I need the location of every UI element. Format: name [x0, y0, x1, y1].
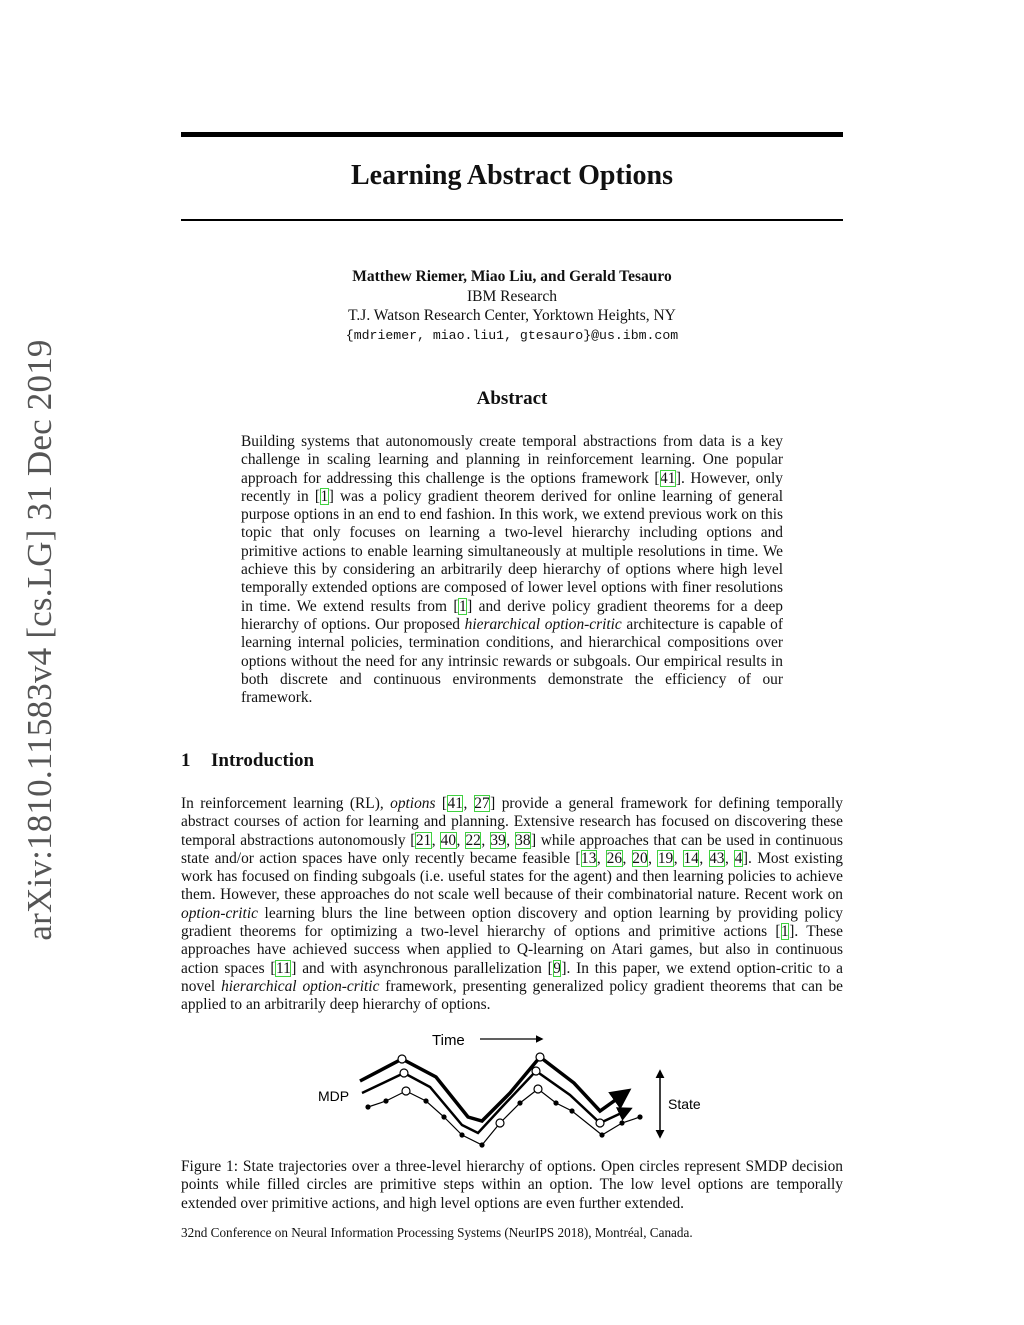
figure-label-state: State [668, 1096, 701, 1112]
intro-text: , [648, 849, 658, 867]
intro-text: , [673, 849, 683, 867]
conference-footnote: 32nd Conference on Neural Information Processing Systems (NeurIPS 2018), Montréal, Canada. [181, 1225, 693, 1240]
citation-link[interactable]: 39 [490, 831, 506, 849]
figure-label-mdp: MDP [318, 1088, 350, 1104]
abstract-text: ] and derive policy gradient theorems for a deep hierarchy of options. Our proposed [241, 597, 783, 633]
abstract-text: Building systems that autonomously create temporal abstractions from data is a key challenge in scaling learning and planning in reinforcement learning. One popular approach for addressing this challenge is the options framework [ [241, 433, 783, 487]
intro-text: , [456, 831, 465, 849]
citation-link[interactable]: 26 [606, 849, 623, 867]
arxiv-sidebar-id: arXiv:1810.11583v4 [cs.LG] 31 Dec 2019 [20, 339, 59, 941]
section-title: Introduction [211, 750, 315, 771]
citation-link[interactable]: 1 [320, 487, 329, 505]
author-emails: {mdriemer, miao.liu1, gtesauro}@us.ibm.com [345, 327, 679, 343]
citation-link[interactable]: 43 [709, 849, 725, 867]
intro-text: ]. In this paper, we extend option-critic to a novel [181, 959, 843, 995]
paper-title: Learning Abstract Options [350, 160, 674, 191]
author-block [181, 267, 843, 345]
figure-caption: Figure 1: State trajectories over a three-level hierarchy of options. Open circles represent SMDP decision points while filled circles are primitive steps within an option. The low level options are temporally extended over primitive actions, and high level options are even further extended. [181, 1158, 843, 1212]
citation-link[interactable]: 41 [447, 795, 463, 812]
abstract-emphasis: hierarchical option-critic [464, 615, 622, 633]
intro-text: In reinforcement learning (RL), [181, 795, 391, 812]
intro-text: [ [435, 795, 448, 812]
intro-emphasis: option-critic [181, 904, 258, 922]
intro-text: , [699, 849, 709, 867]
citation-link[interactable]: 14 [683, 849, 699, 867]
citation-link[interactable]: 1 [781, 923, 789, 941]
abstract-text: ]. However, only recently in [ [241, 469, 783, 505]
section-number: 1 [181, 750, 191, 771]
intro-text: , [622, 849, 632, 867]
abstract-body [241, 433, 783, 707]
citation-link[interactable]: 13 [581, 849, 597, 867]
author-address: T.J. Watson Research Center, Yorktown Heights, NY [348, 307, 676, 324]
citation-link[interactable]: 11 [275, 959, 291, 977]
author-affiliation: IBM Research [467, 287, 557, 305]
author-names: Matthew Riemer, Miao Liu, and Gerald Tesauro [352, 268, 672, 285]
citation-link[interactable]: 38 [515, 831, 531, 849]
citation-link[interactable]: 4 [734, 849, 743, 867]
section-heading [181, 750, 314, 772]
citation-link[interactable]: 9 [553, 959, 561, 977]
intro-text: ] provide a general framework for defining temporally abstract courses of action for learning and planning. Extensive research has focused on discovering these temporal abstractions autonomously [ [181, 795, 843, 849]
intro-text: ]. These approaches have achieved success when applied to Q-learning on Atari games, but also in continuous action spaces [ [181, 923, 843, 977]
citation-link[interactable]: 41 [660, 469, 676, 487]
intro-text: , [481, 831, 490, 849]
intro-text: ] while approaches that can be used in continuous state and/or action spaces have only recently became feasible [ [181, 831, 843, 867]
intro-text: , [506, 831, 515, 849]
figure-state-trajectories [310, 1025, 720, 1155]
intro-text: , [463, 795, 474, 812]
intro-text: framework, presenting generalized policy gradient theorems that can be applied to an arbitrarily deep hierarchy of options. [181, 977, 844, 1014]
abstract-heading: Abstract [476, 388, 548, 409]
citation-link[interactable]: 22 [465, 831, 481, 849]
citation-link[interactable]: 20 [632, 849, 648, 867]
intro-text: , [724, 849, 735, 867]
abstract-text: architecture is capable of learning internal policies, termination conditions, and hierarchical compositions over options without the need for any intrinsic rewards or subgoals. Our empirical results in both discrete and continuous environments demonstrate the efficiency of our framework. [241, 615, 784, 707]
intro-text: ] and with asynchronous parallelization [ [291, 959, 553, 977]
figure-label-time: Time [432, 1032, 465, 1049]
intro-emphasis: hierarchical option-critic [221, 977, 380, 995]
intro-text: ]. Most existing work has focused on finding subgoals (i.e. useful states for the agent) and then learning policies to achieve them. However, these approaches do not scale well because of their combinatorial nature. Recent work on [181, 849, 843, 904]
abstract-text: ] was a policy gradient theorem derived for online learning of general purpose options in an end to end fashion. In this work, we extend previous work on this topic that only focuses on learning a two-level hierarchy including options and primitive actions to enable learning simultaneously at multiple resolutions in time. We achieve this by considering an arbitrarily deep hierarchy of options where high level temporally extended options are composed of lower level options with finer resolutions in time. We extend results from [ [241, 487, 783, 615]
citation-link[interactable]: 40 [440, 831, 457, 849]
citation-link[interactable]: 19 [657, 849, 674, 867]
citation-link[interactable]: 21 [415, 831, 432, 849]
intro-emphasis: options [390, 795, 436, 812]
citation-link[interactable]: 1 [458, 597, 467, 615]
intro-text: learning blurs the line between option discovery and option learning by providing policy gradient theorems for optimizing a two-level hierarchy of options and primitive actions [ [181, 904, 843, 941]
citation-link[interactable]: 27 [474, 795, 490, 812]
introduction-paragraph [181, 795, 843, 1015]
decision-points [398, 1053, 604, 1127]
intro-text: , [596, 849, 607, 867]
intro-text: , [431, 831, 441, 849]
title-top-rule [181, 132, 843, 137]
title-bottom-rule [181, 219, 843, 221]
